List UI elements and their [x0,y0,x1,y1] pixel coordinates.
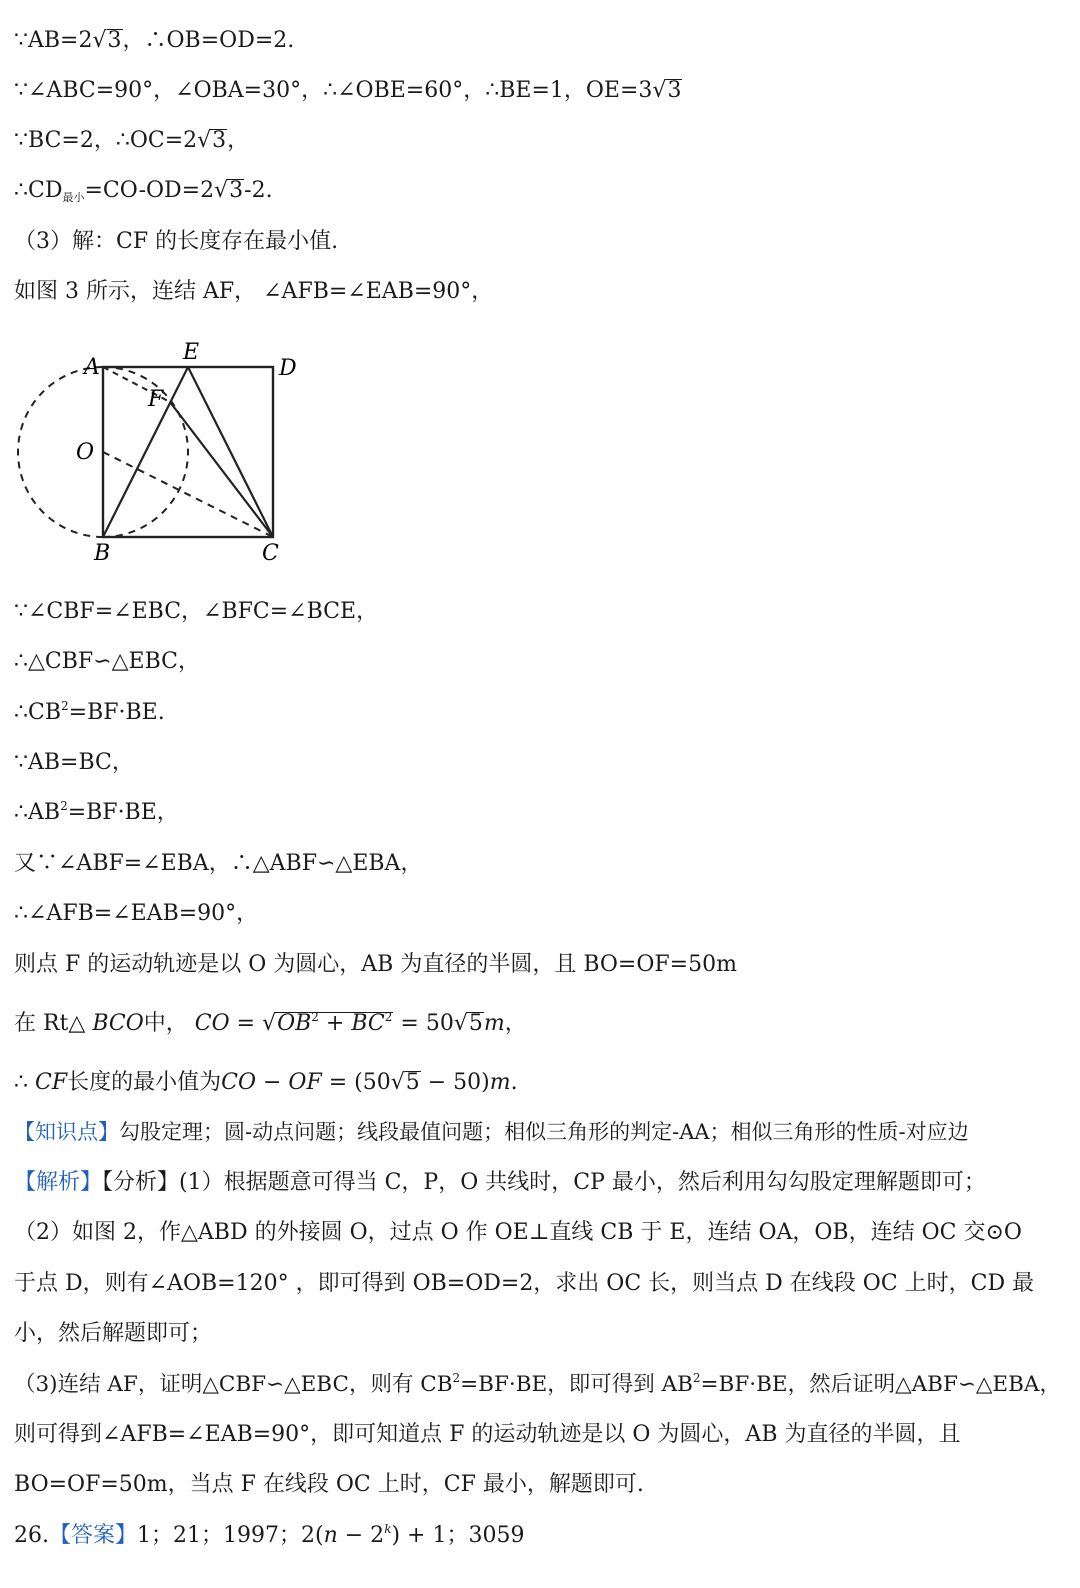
solution-line-11: $\therefore AB^2=BF\cdot BE$， [14,799,179,825]
figure3-intro: 如图 3 所示，连结 AF， ∠AFB=∠EAB=90°， [14,279,494,304]
label-a: A [84,355,100,380]
solution-line-1: ∵AB=2√3，∴OB=OD=2. [14,28,295,53]
geometry-figure-3 [0,330,320,570]
analysis-line-7: BO=OF=50m，当点 F 在线段 OC 上时，CF 最小，解题即可. [14,1472,644,1497]
answer-26: 26.【答案】1；21；1997；$2(n - 2^k) + 1$；3059 [14,1522,525,1548]
knowledge-points: 【知识点】勾股定理；圆-动点问题；线段最值问题；相似三角形的判定-AA；相似三角形的性质-对应边 [14,1120,969,1144]
solution-line-13: ∴∠AFB=∠EAB=90°， [14,901,259,926]
solution-line-14: 则点 F 的运动轨迹是以 O 为圆心，AB 为直径的半圆，且 BO=OF=50m [14,952,737,977]
label-e: E [183,340,200,365]
formula-co: 在 Rt△ BCO中， CO = $√OB^2 + BC^2 = 50√5m$， [14,1010,527,1036]
analysis-tag: 【解析】 [14,1170,103,1195]
part3-heading: （3）解：CF 的长度存在最小值. [14,229,339,254]
solution-line-7: ∵∠CBF=∠EBC，∠BFC=∠BCE， [14,599,379,624]
solution-line-4: $\therefore CD_{最小}=CO-OD=2√3-2$. [14,178,273,204]
label-f: F [148,387,164,412]
segment-ec [188,367,273,537]
analysis-line-6: 则可得到∠AFB=∠EAB=90°，即可知道点 F 的运动轨迹是以 O 为圆心，AB 为直径的半圆，且 [14,1422,961,1447]
label-d: D [279,356,297,381]
formula-cf-min: ∴ CF长度的最小值为CO − OF = (50√5 − 50)m. [14,1070,518,1095]
label-o: O [76,440,95,465]
analysis-line-1: 【解析】【分析】(1）根据题意可得当 C，P，O 共线时，CP 最小，然后利用勾勾股定理解题即可； [14,1170,986,1195]
analysis-line-4: 小，然后解题即可； [14,1321,213,1346]
solution-line-10: ∵AB=BC， [14,750,134,775]
solution-line-2: ∵∠ABC=90°，∠OBA=30°，∴∠OBE=60°，∴BE=1，OE=3√3 [14,78,682,103]
solution-line-9: $\therefore CB^2=BF\cdot BE$. [14,699,165,725]
solution-line-3: ∵BC=2，∴OC=2√3， [14,128,250,153]
analysis-line-3: 于点 D，则有∠AOB=120° ，即可得到 OB=OD=2，求出 OC 长，则当点 D 在线段 OC 上时，CD 最 [14,1271,1035,1296]
analysis-line-2: （2）如图 2，作△ABD 的外接圆 O，过点 O 作 OE⊥直线 CB 于 E，连结 OA，OB，连结 OC 交⊙O [14,1220,1022,1245]
answer-tag: 【答案】 [49,1523,138,1548]
label-c: C [262,541,279,566]
solution-line-12: 又∵∠ABF=∠EBA，∴△ABF∽△EBA， [14,851,423,876]
label-b: B [94,541,111,566]
segment-fc [170,402,273,537]
knowledge-tag: 【知识点】 [14,1120,119,1144]
solution-line-8: ∴△CBF∽△EBC， [14,649,201,674]
segment-be [103,367,188,537]
analysis-line-5: （3)连结 AF，证明△CBF∽△EBC，则有 $CB^2=BF\cdot BE$，即可得到 $AB^2=BF\cdot BE$，然后证明△ABF∽△EBA， [14,1371,1061,1397]
